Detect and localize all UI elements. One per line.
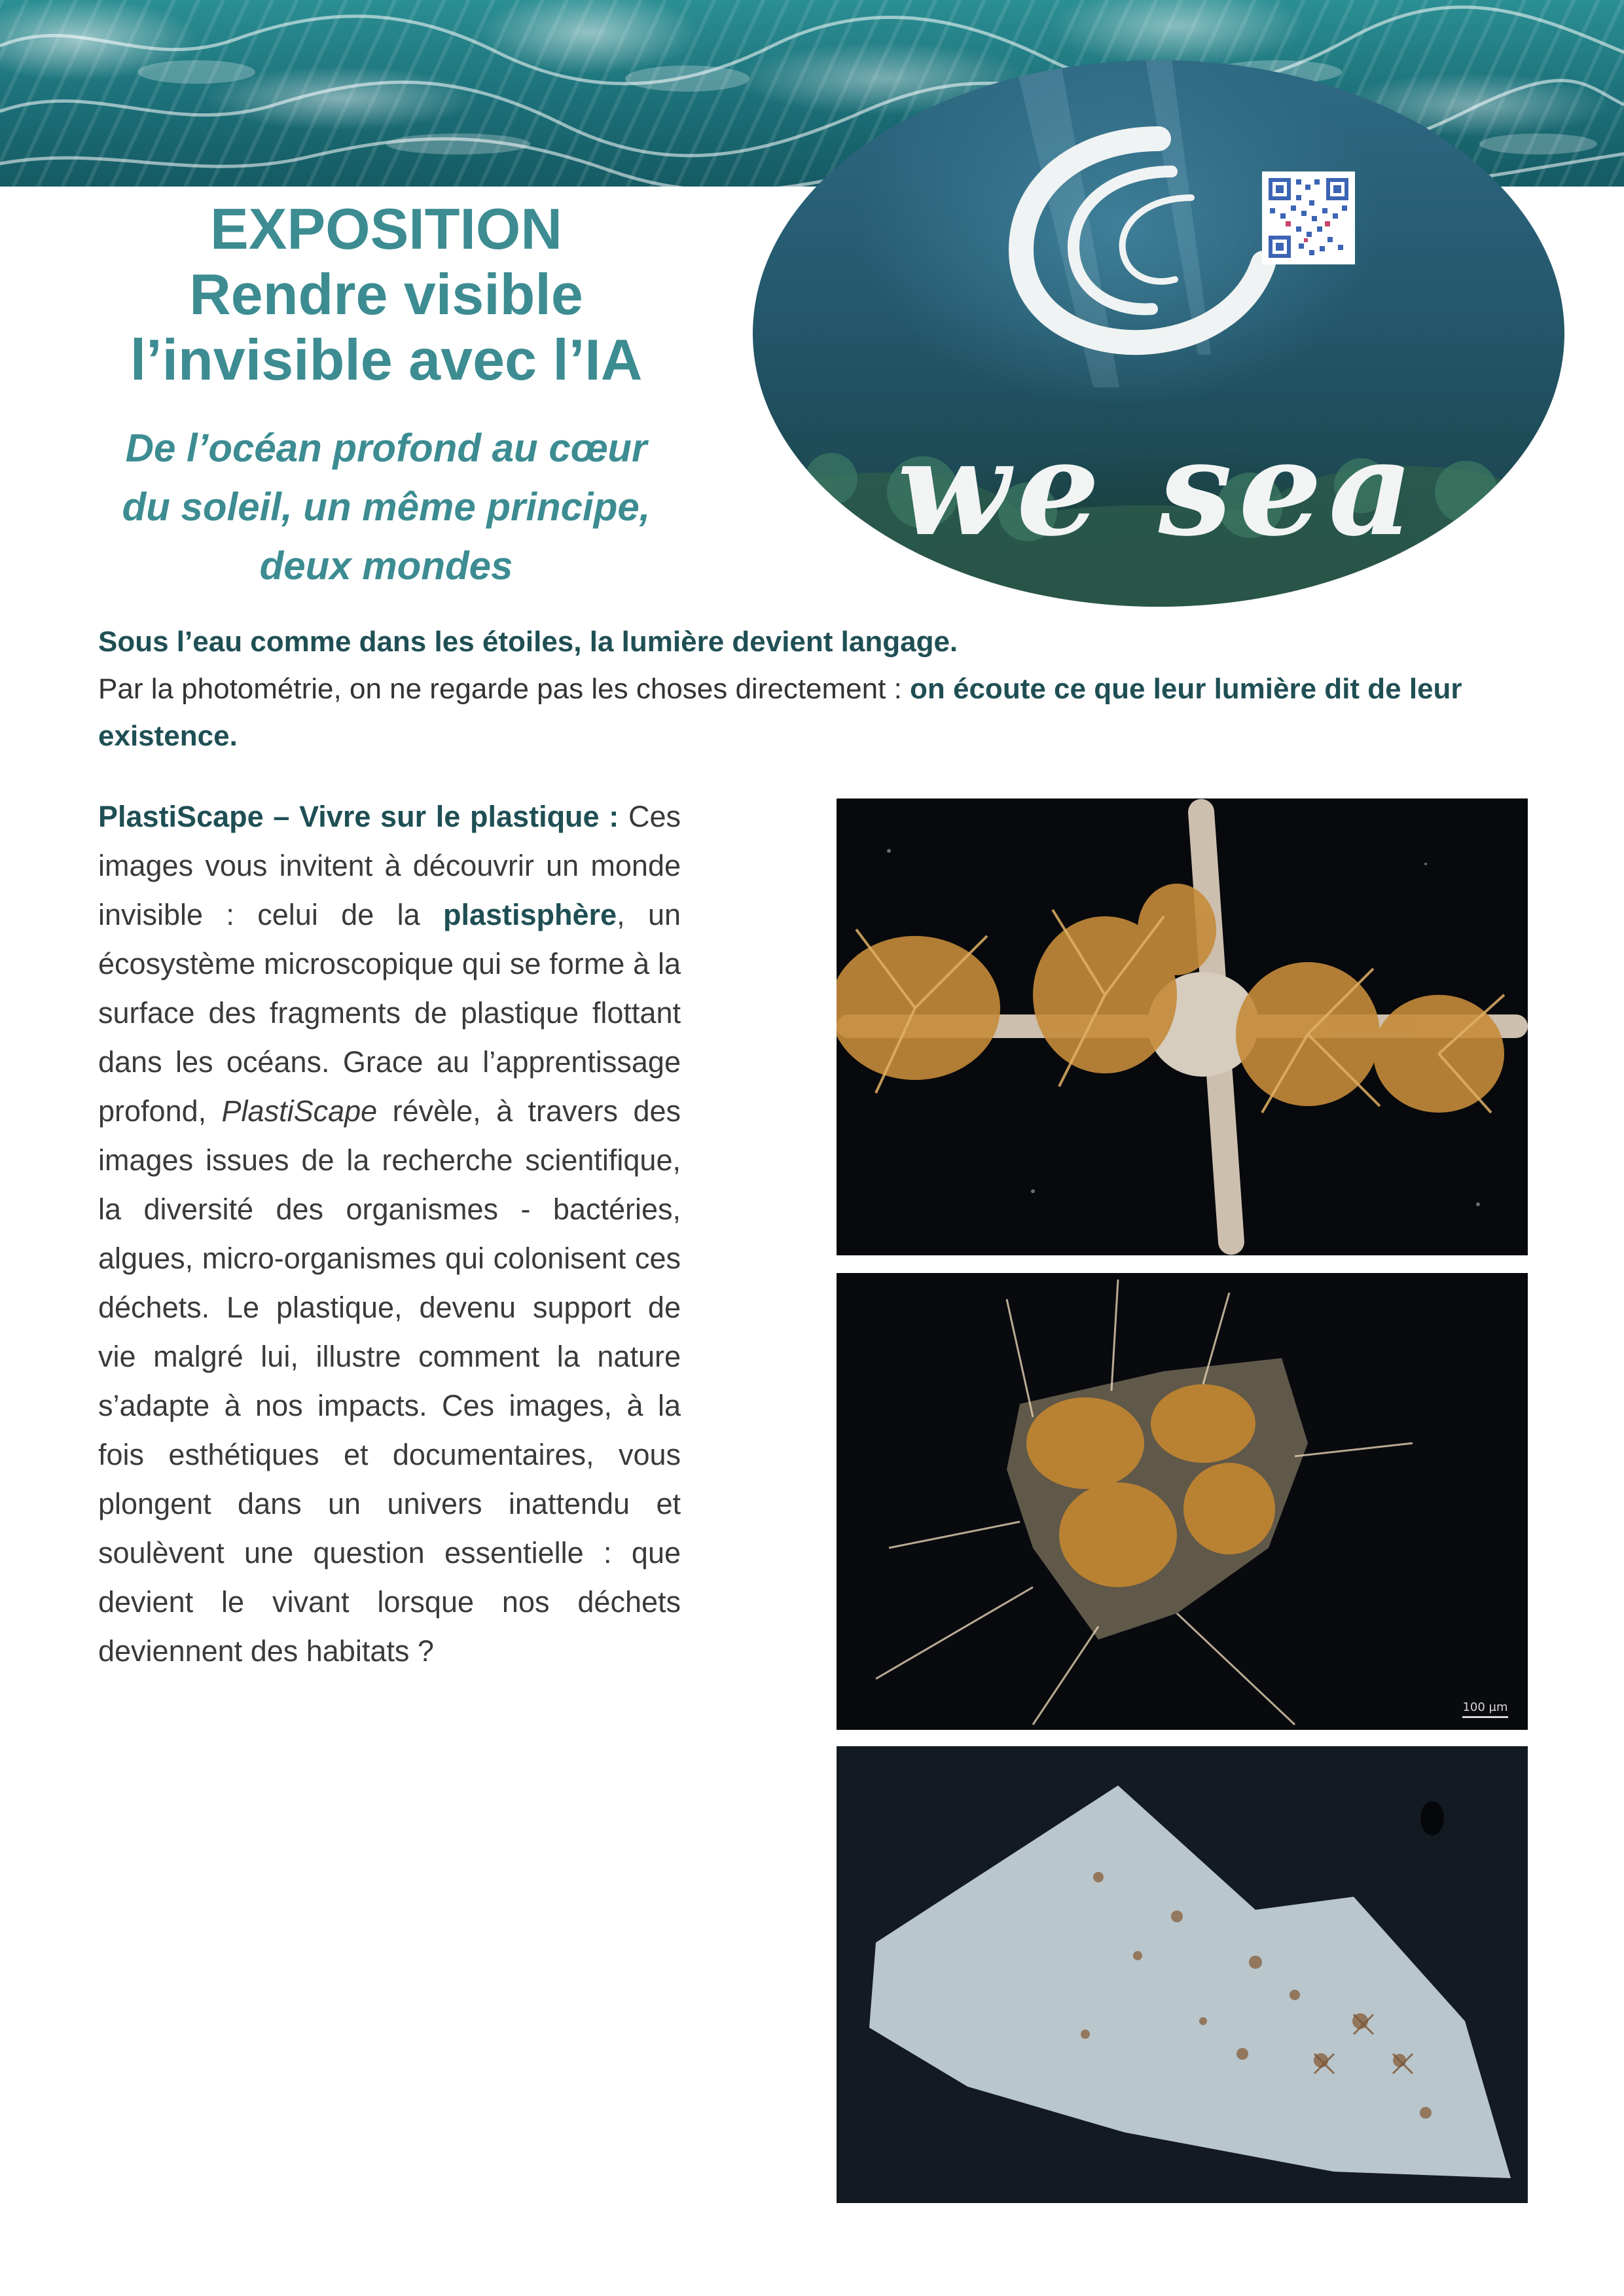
subtitle-line: du soleil, un même principe, (122, 485, 651, 529)
we-sea-logo-text: we sea (897, 412, 1420, 565)
paragraph-text: Ces images vous invitent à découvrir un monde invisible : celui de la (98, 800, 681, 931)
qr-code[interactable] (1262, 171, 1355, 264)
intro-text: Par la photométrie, on ne regarde pas les choses directement : (98, 673, 911, 705)
scale-line (1462, 1716, 1508, 1718)
title-line: Rendre visible (189, 262, 583, 327)
page-title (98, 196, 674, 393)
intro-lead: Sous l’eau comme dans les étoiles, la lumière devient langage. (98, 626, 958, 658)
qr-code-icon (1266, 175, 1351, 260)
paragraph-text: révèle, à travers des images issues de la recherche scientifique, la diversité des organismes - bactéries, algues, micro-organismes qui colonisent ces déchets. Le plastique, devenu support de vie malgré lui, illustre comment la nature s’adapte à nos impacts. Ces images, à la fois esthétiques et documentaires, vous plongent dans un univers inattendu et soulèvent une question essentielle : que devient le vivant lorsque nos déchets deviennent des habitats ? (98, 1094, 681, 1668)
plastiscape-term: PlastiScape (221, 1094, 378, 1128)
paragraph-text: , un écosystème microscopique qui se forme à la surface des fragments de plastique flottant dans les océans. Grace au l’apprentissage profond, (98, 898, 681, 1128)
title-line: l’invisible avec l’IA (130, 327, 643, 392)
scale-label: 100 µm (1462, 1700, 1508, 1714)
plastiscape-paragraph (98, 792, 681, 1676)
microscope-photo-cross-organism (837, 798, 1528, 1255)
microscope-photo-colonized-fragment (837, 1273, 1528, 1730)
subtitle-line: De l’océan profond au cœur (125, 426, 647, 470)
plastisphere-term: plastisphère (442, 898, 617, 931)
title-line: EXPOSITION (210, 196, 562, 261)
intro-emphasis: on écoute ce que leur lumière dit de leur existence. (98, 673, 1462, 752)
wave-logo-icon (1001, 126, 1290, 361)
scale-bar (1462, 1700, 1508, 1718)
page-subtitle (98, 419, 674, 596)
we-sea-logo-oval (753, 60, 1564, 607)
microscope-photo-plastic-fragment (837, 1746, 1528, 2203)
subtitle-line: deux mondes (259, 544, 513, 588)
section-heading: PlastiScape – Vivre sur le plastique : (98, 800, 619, 833)
intro-paragraph (98, 619, 1538, 760)
